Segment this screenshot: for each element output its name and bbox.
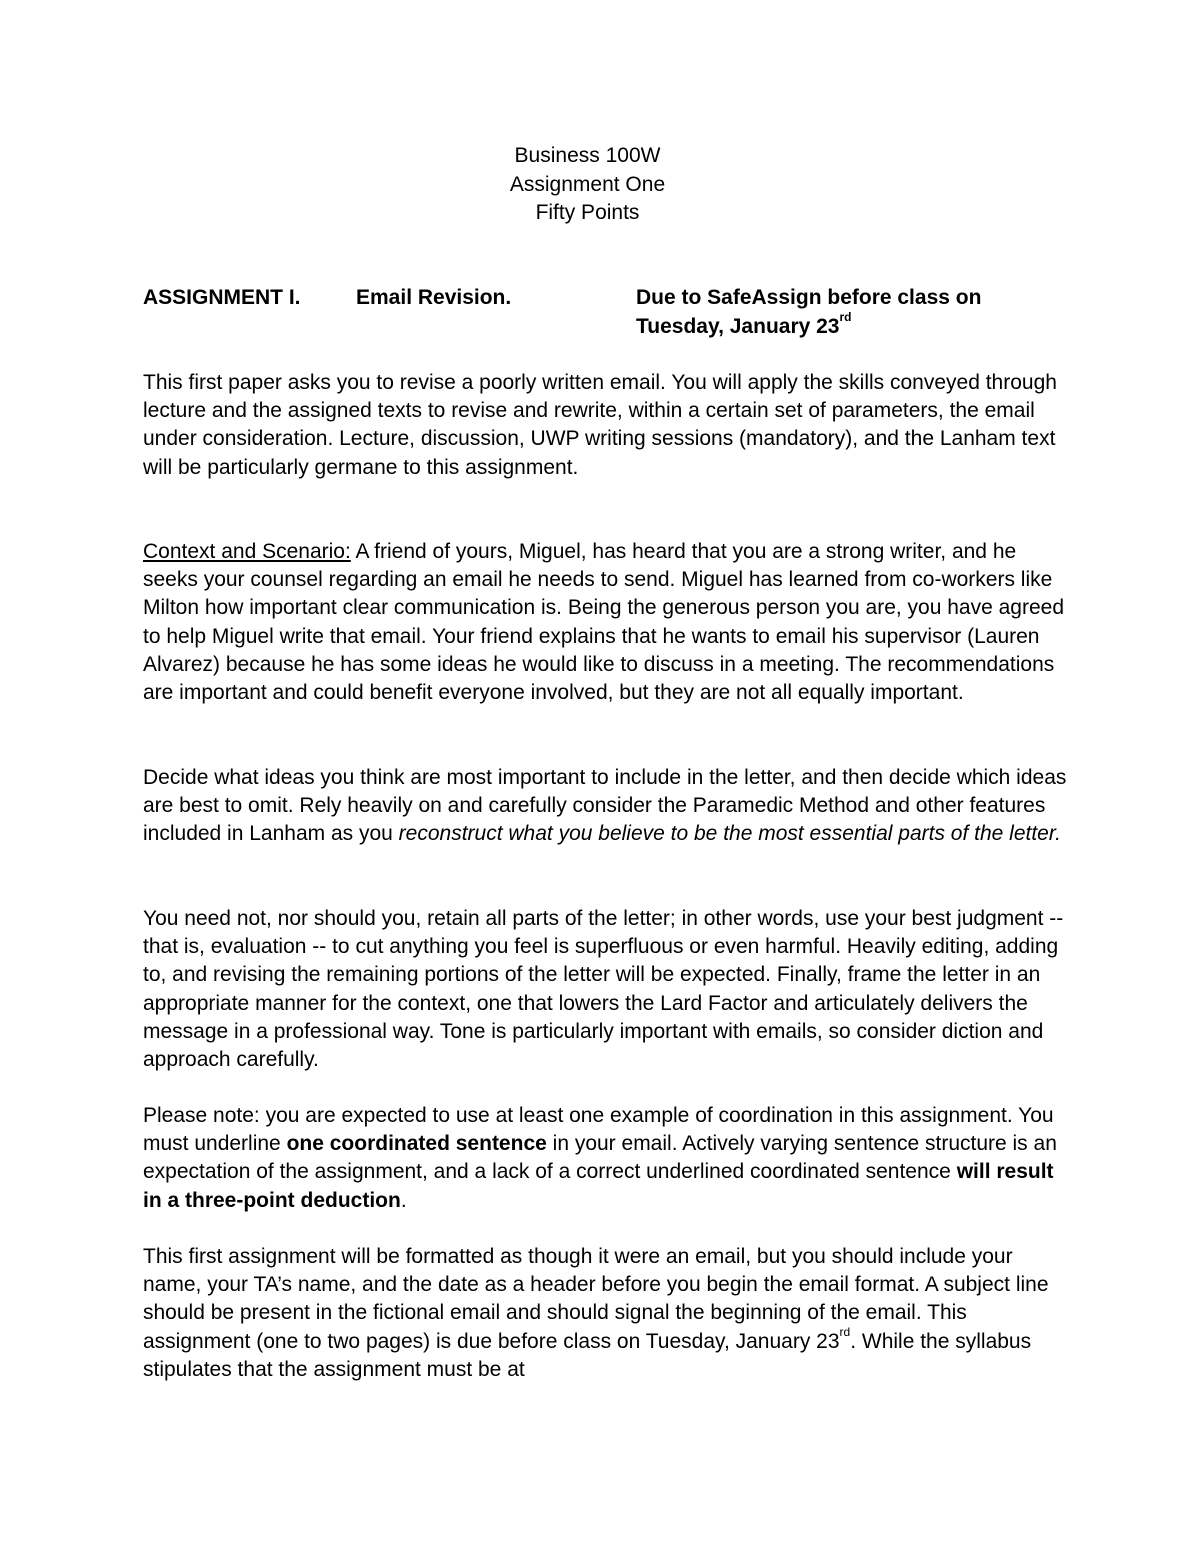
coordination-bold-requirement: one coordinated sentence bbox=[286, 1132, 547, 1156]
due-line-2 bbox=[636, 309, 1056, 342]
assignment-title: Email Revision. bbox=[356, 286, 512, 309]
paragraph-format bbox=[143, 1243, 1068, 1384]
context-body: A friend of yours, Miguel, has heard that you are a strong writer, and he seeks your counsel regarding an email he needs to send. Miguel has learned from co-workers like Milton how important clear communication is. Being the generous person you are, you have agreed to help Miguel write that email. Your friend explains that he wants to email his supervisor (Lauren Alvarez) because he has some ideas he would like to discuss in a meeting. The recommendations are important and could benefit everyone involved, but they are not all equally important. bbox=[143, 540, 1065, 705]
document-header bbox=[0, 142, 1175, 228]
assignment-heading-row bbox=[143, 284, 1063, 344]
format-part-a: This first assignment will be formatted as though it were an email, but you should include your name, your TA’s name, and the date as a header before you begin the email format. A subject line should be present in the fictional email and should signal the beginning of the email. This assignment (one to two pages) is due before class on Tuesday, January 23 bbox=[143, 1245, 1049, 1353]
due-date-text: Tuesday, January 23 bbox=[636, 314, 840, 338]
paragraph-context bbox=[143, 538, 1068, 707]
paragraph-editing bbox=[143, 905, 1068, 1074]
assignment-points: Fifty Points bbox=[535, 201, 640, 224]
coordination-part-a: Please note: you are expected to use at least one example of coordination in this assignment. You must underline bbox=[143, 1104, 1054, 1156]
paragraph-context-text bbox=[143, 538, 1068, 707]
paragraph-decide-text bbox=[143, 764, 1068, 849]
assignment-label: ASSIGNMENT I. bbox=[143, 286, 301, 309]
format-part-b: . While the syllabus stipulates that the assignment must be at bbox=[143, 1329, 1032, 1381]
decide-emphasis: reconstruct what you believe to be the most essential parts of the letter. bbox=[398, 822, 1061, 846]
paragraph-coordination bbox=[143, 1102, 1068, 1215]
due-date-suffix: rd bbox=[839, 309, 852, 324]
due-line-1: Due to SafeAssign before class on bbox=[636, 286, 982, 309]
paragraph-decide bbox=[143, 764, 1068, 849]
coordination-part-b: in your email. Actively varying sentence structure is an expectation of the assignment, and a lack of a correct underlined coordinated sentence bbox=[143, 1132, 1057, 1184]
paragraph-editing-text: You need not, nor should you, retain all parts of the letter; in other words, use your best judgment -- that is, evaluation -- to cut anything you feel is superfluous or even harmful. Heavily editing, adding to, and revising the remaining portions of the letter will be expected. Finally, frame the letter in an appropriate manner for the context, one that lowers the Lard Factor and articulately delivers the message in a professional way. Tone is particularly important with emails, so consider diction and approach carefully. bbox=[143, 907, 1064, 1072]
context-heading: Context and Scenario: bbox=[143, 540, 351, 563]
paragraph-format-text bbox=[143, 1243, 1068, 1384]
coordination-part-c: . bbox=[400, 1188, 407, 1212]
decide-body: Decide what ideas you think are most important to include in the letter, and then decide which ideas are best to omit. Rely heavily on and carefully consider the Paramedic Method and other features included in Lanham as you bbox=[143, 766, 1067, 846]
coordination-bold-penalty: will result in a three-point deduction bbox=[143, 1160, 1054, 1212]
format-date-suffix: rd bbox=[839, 1324, 851, 1339]
assignment-number: Assignment One bbox=[509, 172, 666, 196]
due-date-block bbox=[636, 284, 1056, 341]
course-title: Business 100W bbox=[514, 144, 661, 167]
paragraph-intro-text: This first paper asks you to revise a poorly written email. You will apply the skills conveyed through lecture and the assigned texts to revise and rewrite, within a certain set of parameters, the email under consideration. Lecture, discussion, UWP writing sessions (mandatory), and the Lanham text will be particularly germane to this assignment. bbox=[143, 371, 1057, 479]
paragraph-intro bbox=[143, 369, 1068, 482]
paragraph-coordination-text bbox=[143, 1102, 1068, 1215]
